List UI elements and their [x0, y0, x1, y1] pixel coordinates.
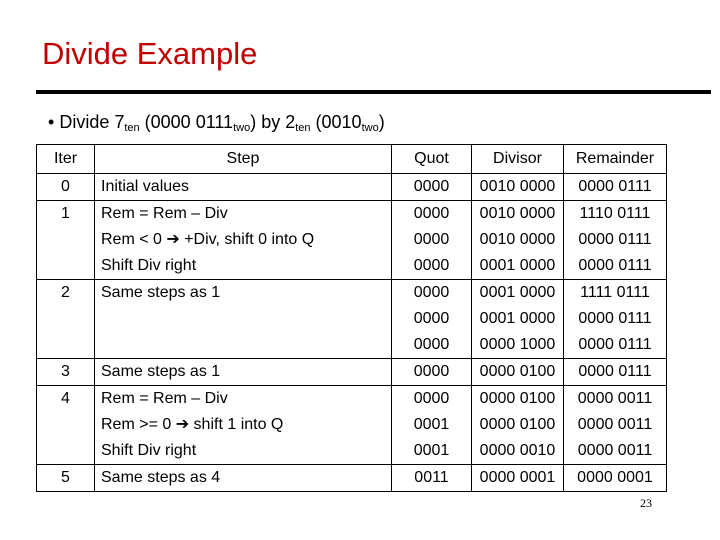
cell-remainder-line: 0000 0001 [577, 469, 653, 486]
cell-quot-line: 0000 [413, 257, 450, 274]
bullet-text-c: ) by 2 [250, 112, 296, 132]
cell-remainder [564, 359, 667, 386]
bullet-sub-b: two [233, 122, 251, 134]
cell-quot [392, 201, 472, 280]
iter-number: 4 [61, 390, 70, 407]
cell-step [95, 465, 392, 492]
table-row [37, 359, 667, 386]
cell-remainder-line: 0000 0111 [578, 257, 652, 274]
cell-divisor-line: 0001 0000 [479, 284, 556, 301]
cell-remainder-line: 0000 0111 [578, 231, 652, 248]
table-row [37, 280, 667, 359]
cell-quot-line: 0000 [413, 178, 450, 195]
cell-divisor-line: 0000 0100 [479, 363, 556, 380]
cell-step [95, 280, 392, 359]
cell-remainder-line: 0000 0011 [577, 390, 653, 407]
cell-iter [37, 280, 95, 359]
table-body [37, 174, 667, 492]
cell-step-line: Same steps as 4 [101, 469, 221, 486]
cell-step-line: Rem >= 0 ➔ shift 1 into Q [101, 416, 284, 433]
cell-step-line: Shift Div right [101, 257, 197, 274]
cell-step-line: Rem = Rem – Div [101, 205, 228, 222]
division-steps-table [36, 144, 667, 492]
cell-divisor-line: 0000 0001 [479, 469, 556, 486]
cell-remainder [564, 174, 667, 201]
cell-divisor [472, 359, 564, 386]
cell-quot [392, 280, 472, 359]
cell-divisor-line: 0001 0000 [479, 310, 556, 327]
cell-remainder-line: 0000 0111 [578, 336, 652, 353]
table-row [37, 201, 667, 280]
table-row [37, 386, 667, 465]
cell-step [95, 201, 392, 280]
table-row [37, 174, 667, 201]
cell-quot-line: 0011 [414, 469, 449, 486]
cell-step-line: Same steps as 1 [101, 363, 221, 380]
iter-number: 0 [61, 178, 70, 195]
cell-iter [37, 359, 95, 386]
cell-step [95, 174, 392, 201]
cell-divisor [472, 386, 564, 465]
cell-quot [392, 465, 472, 492]
cell-remainder [564, 201, 667, 280]
cell-quot-line: 0000 [413, 390, 450, 407]
bullet-text-a: Divide 7 [59, 112, 125, 132]
cell-remainder-line: 0000 0111 [578, 310, 652, 327]
cell-divisor [472, 280, 564, 359]
bullet-sub-a: ten [124, 122, 140, 134]
cell-divisor-line: 0001 0000 [479, 257, 556, 274]
cell-quot-line: 0001 [413, 442, 450, 459]
header-iter: Iter [37, 145, 95, 174]
title-divider [36, 90, 711, 94]
cell-divisor [472, 465, 564, 492]
cell-divisor-line: 0010 0000 [479, 231, 556, 248]
cell-step-line: Same steps as 1 [101, 284, 221, 301]
cell-divisor-line: 0000 0010 [479, 442, 556, 459]
cell-remainder-line: 0000 0011 [577, 416, 653, 433]
slide-title: Divide Example [42, 36, 258, 71]
table-row [37, 465, 667, 492]
cell-remainder-line: 0000 0111 [578, 178, 652, 195]
cell-divisor-line: 0000 0100 [479, 416, 556, 433]
cell-remainder-line: 0000 0111 [578, 363, 652, 380]
cell-divisor-line: 0010 0000 [479, 178, 556, 195]
cell-quot-line: 0000 [413, 205, 450, 222]
cell-quot-line: 0000 [413, 284, 450, 301]
cell-remainder-line: 1110 0111 [579, 205, 651, 222]
cell-iter [37, 465, 95, 492]
table-header-row [37, 145, 667, 174]
iter-number: 3 [61, 363, 70, 380]
cell-iter [37, 386, 95, 465]
bullet-text-d: (0010 [310, 112, 362, 132]
cell-quot [392, 359, 472, 386]
cell-divisor-line: 0000 0100 [479, 390, 556, 407]
cell-remainder [564, 386, 667, 465]
cell-step [95, 386, 392, 465]
bullet-line [48, 112, 385, 134]
cell-quot-line: 0001 [413, 416, 450, 433]
cell-quot-line: 0000 [413, 336, 450, 353]
iter-number: 2 [61, 284, 70, 301]
cell-divisor [472, 201, 564, 280]
cell-divisor-line: 0010 0000 [479, 205, 556, 222]
header-divisor: Divisor [472, 145, 564, 174]
cell-quot-line: 0000 [413, 231, 450, 248]
cell-remainder [564, 465, 667, 492]
bullet-marker: • [48, 112, 55, 132]
cell-iter [37, 174, 95, 201]
bullet-sub-d: two [361, 122, 379, 134]
header-quot: Quot [392, 145, 472, 174]
cell-quot [392, 386, 472, 465]
cell-remainder-line: 1111 0111 [580, 284, 650, 301]
cell-step-line: Rem = Rem – Div [101, 390, 228, 407]
cell-quot-line: 0000 [413, 310, 450, 327]
cell-remainder [564, 280, 667, 359]
iter-number: 5 [61, 469, 70, 486]
bullet-sub-c: ten [295, 122, 311, 134]
cell-iter [37, 201, 95, 280]
cell-divisor-line: 0000 1000 [479, 336, 556, 353]
cell-remainder-line: 0000 0011 [577, 442, 653, 459]
bullet-text-b: (0000 0111 [139, 112, 234, 132]
header-remainder: Remainder [564, 145, 667, 174]
cell-quot-line: 0000 [413, 363, 450, 380]
header-step: Step [95, 145, 392, 174]
cell-divisor [472, 174, 564, 201]
iter-number: 1 [61, 205, 70, 222]
cell-step-line: Initial values [101, 178, 190, 195]
page-number: 23 [640, 496, 652, 510]
cell-quot [392, 174, 472, 201]
cell-step-line: Rem < 0 ➔ +Div, shift 0 into Q [101, 231, 315, 248]
bullet-text-e: ) [378, 112, 385, 132]
cell-step [95, 359, 392, 386]
cell-step-line: Shift Div right [101, 442, 197, 459]
